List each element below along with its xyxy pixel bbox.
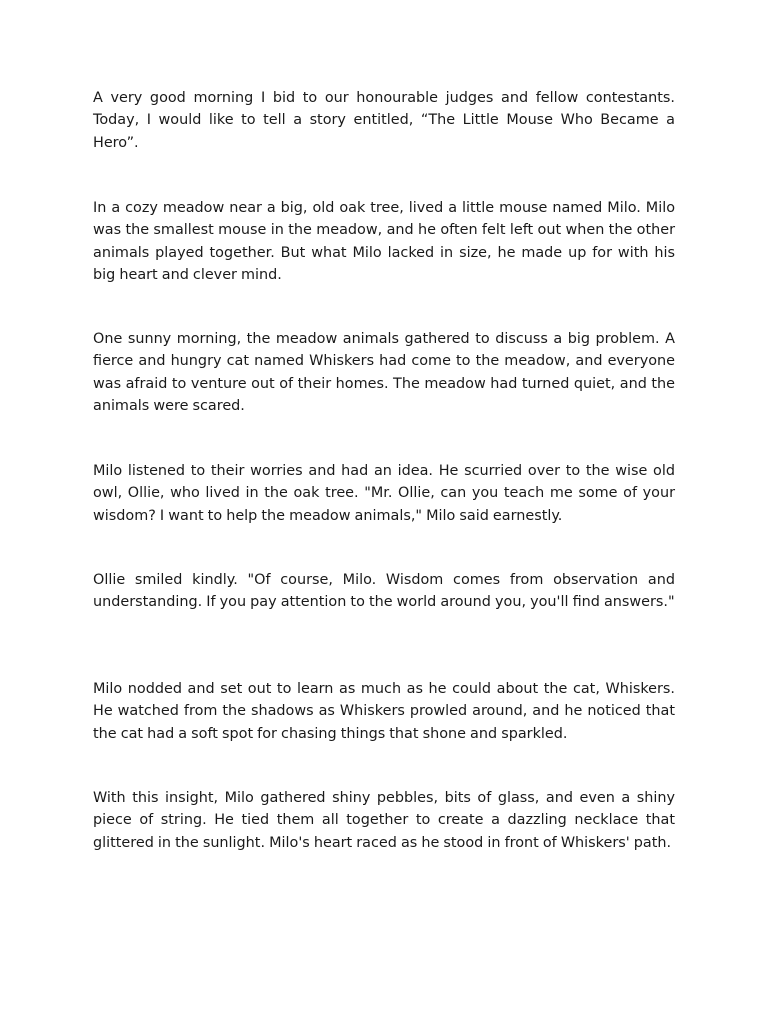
paragraph-necklace: With this insight, Milo gathered shiny pebbles, bits of glass, and even a shiny piece of string. He tied them all together to create a dazzling necklace that glittered in the sunlight. Milo's heart raced as he stood in front of Whiskers' path. <box>93 790 675 851</box>
paragraph-ollie: Ollie smiled kindly. "Of course, Milo. Wisdom comes from observation and understanding. If you pay attention to the world around you, you'll find answers." <box>93 572 675 611</box>
paragraph-idea: Milo listened to their worries and had an idea. He scurried over to the wise old owl, Ollie, who lived in the oak tree. "Mr. Ollie, can you teach me some of your wisdom? I want to help the meadow animals," Milo said earnestly. <box>93 463 675 524</box>
paragraph-observation: Milo nodded and set out to learn as much as he could about the cat, Whiskers. He watched from the shadows as Whiskers prowled around, and he noticed that the cat had a soft spot for chasing things that shone and sparkled. <box>93 681 675 742</box>
paragraph-meadow: In a cozy meadow near a big, old oak tree, lived a little mouse named Milo. Milo was the smallest mouse in the meadow, and he often felt left out when the other animals played together. But what Milo lacked in size, he made up for with his big heart and clever mind. <box>93 200 675 284</box>
paragraph-problem: One sunny morning, the meadow animals gathered to discuss a big problem. A fierce and hungry cat named Whiskers had come to the meadow, and everyone was afraid to venture out of their homes. The meadow had turned quiet, and the animals were scared. <box>93 331 675 415</box>
paragraph-opening: A very good morning I bid to our honourable judges and fellow contestants. Today, I would like to tell a story entitled, “The Little Mouse Who Became a Hero”. <box>93 90 675 151</box>
